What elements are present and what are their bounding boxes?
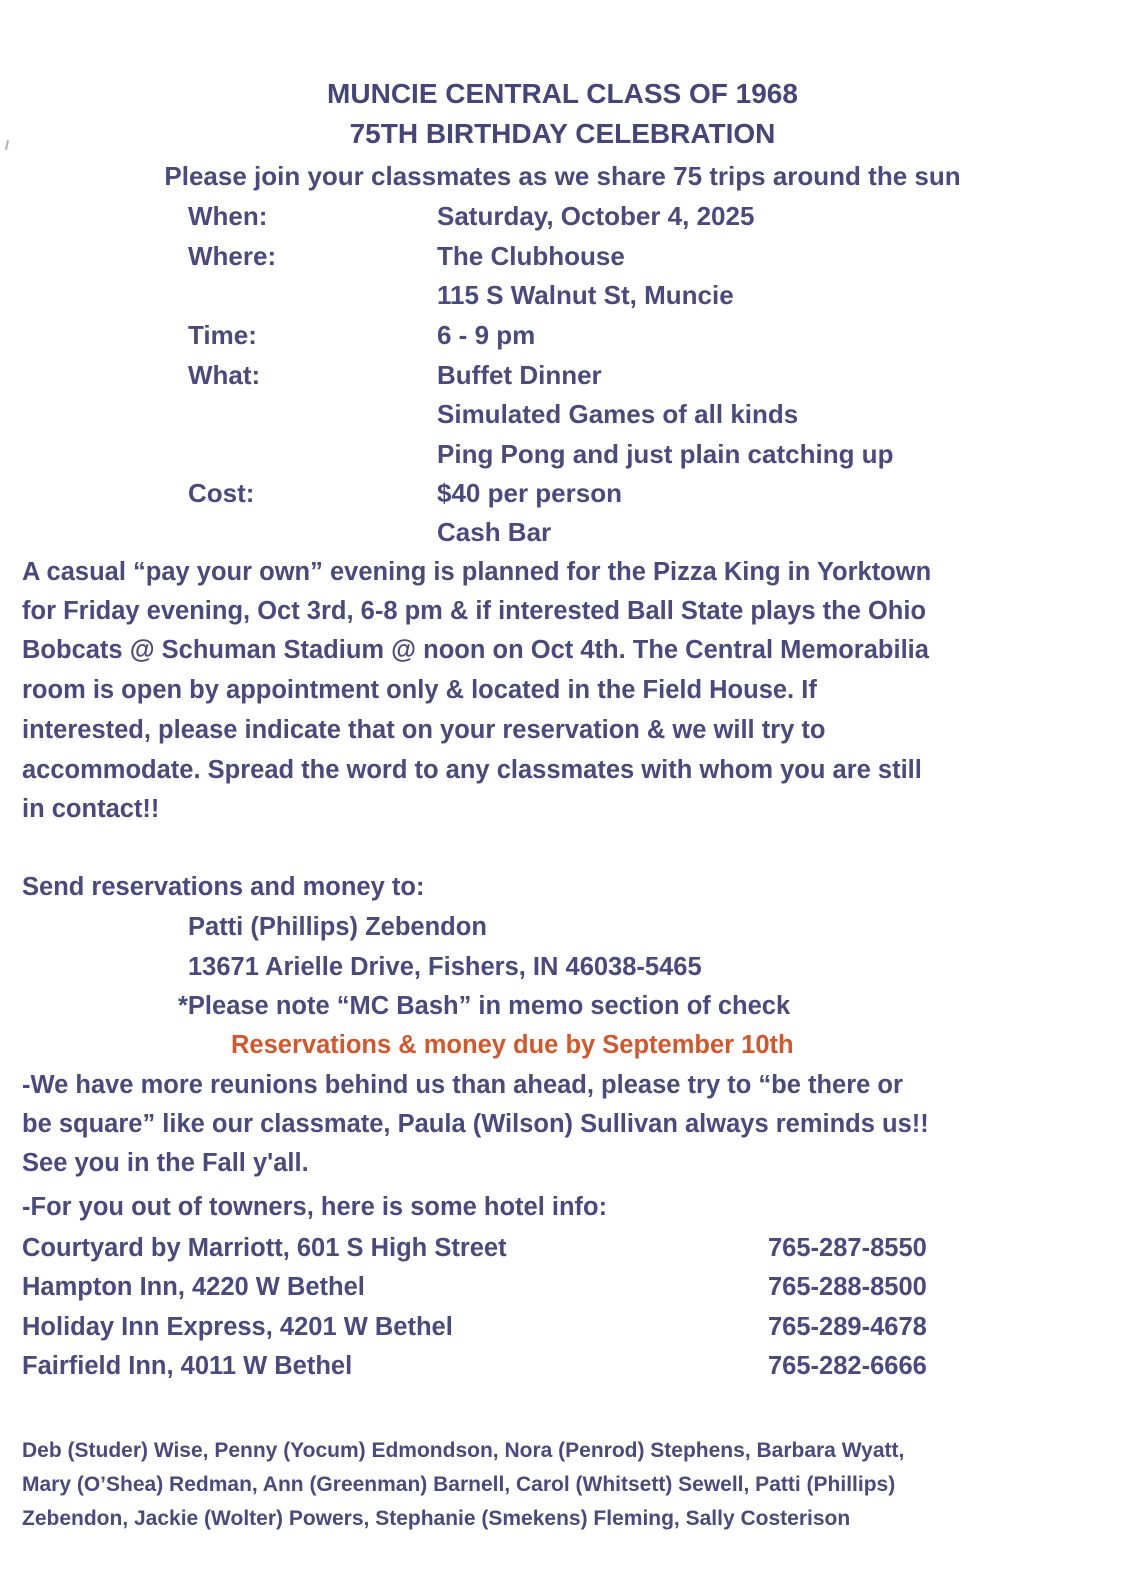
- reservations-name: Patti (Phillips) Zebendon: [188, 913, 487, 941]
- committee-line: Deb (Studer) Wise, Penny (Yocum) Edmondson, Nora (Penrod) Stephens, Barbara Wyatt,: [22, 1439, 905, 1462]
- paragraph-line: A casual “pay your own” evening is planned for the Pizza King in Yorktown: [22, 558, 932, 586]
- detail-value-when: Saturday, October 4, 2025: [437, 201, 755, 231]
- paragraph-line: accommodate. Spread the word to any classmates with whom you are still: [22, 756, 922, 784]
- detail-value-what-3: Ping Pong and just plain catching up: [437, 439, 894, 469]
- detail-label-what: What:: [188, 360, 261, 390]
- hotel-name: Courtyard by Marriott, 601 S High Street: [22, 1234, 507, 1262]
- title-line-2: 75TH BIRTHDAY CELEBRATION: [349, 118, 776, 149]
- detail-value-where-address: 115 S Walnut St, Muncie: [437, 280, 734, 310]
- paragraph-line: interested, please indicate that on your reservation & we will try to: [22, 716, 826, 744]
- hotel-heading: -For you out of towners, here is some hotel info:: [22, 1193, 608, 1221]
- hotel-name: Hampton Inn, 4220 W Bethel: [22, 1273, 365, 1301]
- paragraph-line: be square” like our classmate, Paula (Wilson) Sullivan always reminds us!!: [22, 1110, 929, 1138]
- paragraph-line: See you in the Fall y'all.: [22, 1149, 309, 1177]
- hotel-name: Holiday Inn Express, 4201 W Bethel: [22, 1313, 453, 1341]
- paragraph-line: Bobcats @ Schuman Stadium @ noon on Oct 4th. The Central Memorabilia: [22, 636, 929, 664]
- detail-value-what-2: Simulated Games of all kinds: [437, 399, 799, 429]
- reservations-heading: Send reservations and money to:: [22, 873, 425, 901]
- title-line-1: MUNCIE CENTRAL CLASS OF 1968: [327, 78, 798, 109]
- detail-value-cost: $40 per person: [437, 478, 622, 508]
- detail-label-where: Where:: [188, 241, 277, 271]
- detail-label-when: When:: [188, 201, 268, 231]
- memo-note: *Please note “MC Bash” in memo section of check: [178, 992, 791, 1020]
- detail-value-where-venue: The Clubhouse: [437, 241, 625, 271]
- committee-line: Mary (O’Shea) Redman, Ann (Greenman) Barnell, Carol (Whitsett) Sewell, Patti (Phillips): [22, 1473, 896, 1496]
- hotel-phone: 765-282-6666: [768, 1352, 927, 1380]
- detail-value-time: 6 - 9 pm: [437, 320, 536, 350]
- detail-value-cash-bar: Cash Bar: [437, 517, 552, 547]
- reservations-address: 13671 Arielle Drive, Fishers, IN 46038-5465: [188, 953, 702, 981]
- paragraph-line: room is open by appointment only & located in the Field House. If: [22, 676, 817, 704]
- hotel-phone: 765-288-8500: [768, 1273, 927, 1301]
- detail-label-time: Time:: [188, 320, 257, 350]
- hotel-phone: 765-287-8550: [768, 1234, 927, 1262]
- paragraph-line: for Friday evening, Oct 3rd, 6-8 pm & if interested Ball State plays the Ohio: [22, 597, 927, 625]
- hotel-name: Fairfield Inn, 4011 W Bethel: [22, 1352, 353, 1380]
- paragraph-line: in contact!!: [22, 795, 160, 823]
- detail-label-cost: Cost:: [188, 478, 255, 508]
- hotel-phone: 765-289-4678: [768, 1313, 927, 1341]
- due-date-notice: Reservations & money due by September 10th: [231, 1031, 794, 1059]
- committee-line: Zebendon, Jackie (Wolter) Powers, Stephanie (Smekens) Fleming, Sally Costerison: [22, 1507, 851, 1530]
- detail-value-what-1: Buffet Dinner: [437, 360, 602, 390]
- subtitle: Please join your classmates as we share 75 trips around the sun: [164, 161, 961, 191]
- paragraph-line: -We have more reunions behind us than ahead, please try to “be there or: [22, 1071, 903, 1099]
